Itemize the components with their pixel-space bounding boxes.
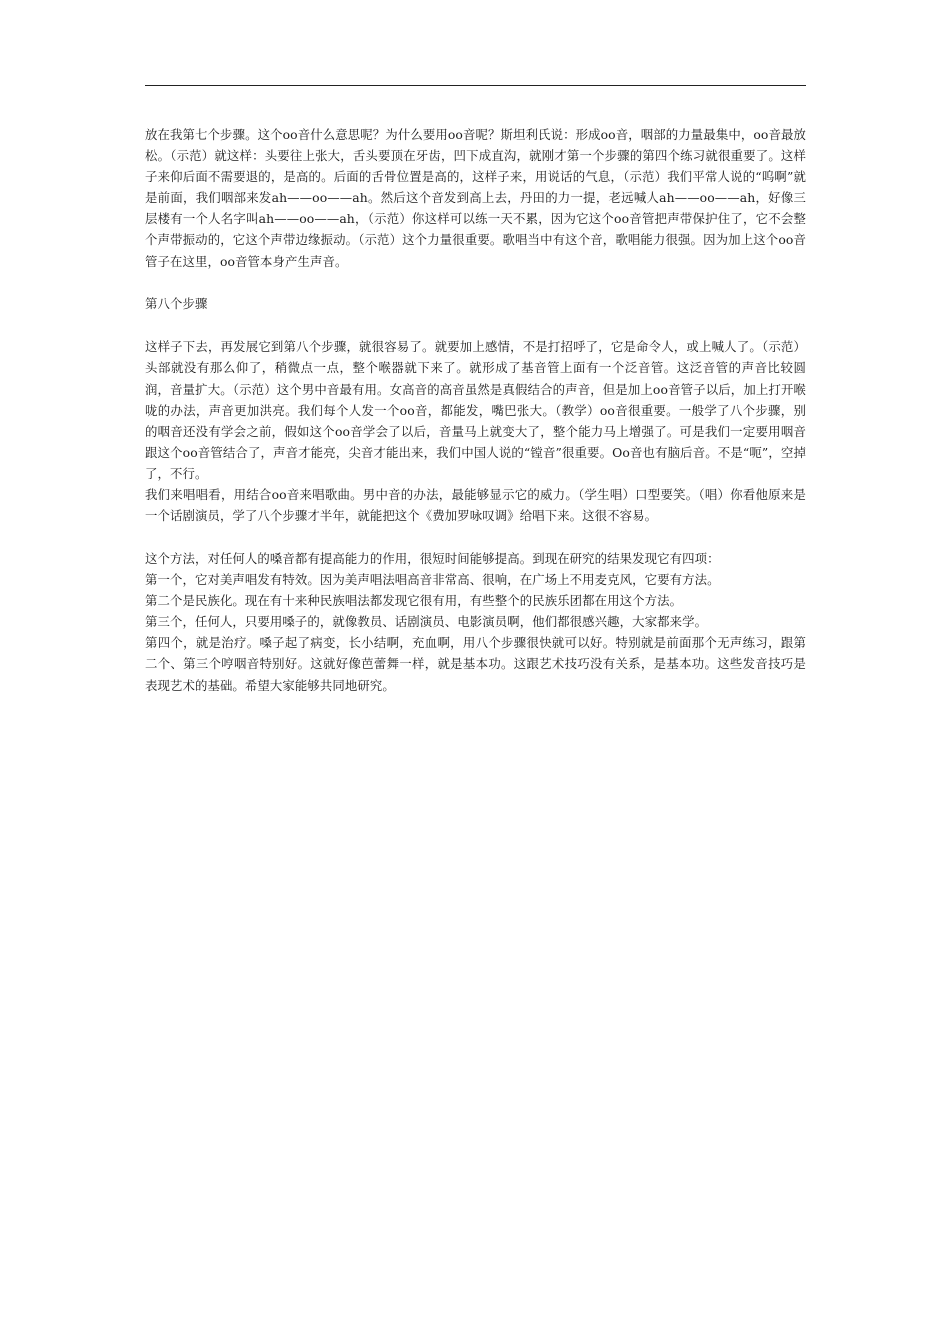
spacer bbox=[145, 526, 806, 548]
section-heading-step-eight: 第八个步骤 bbox=[145, 296, 208, 312]
list-item-first: 第一个，它对美声唱发有特效。因为美声唱法唱高音非常高、很响，在广场上不用麦克风，它要有方法。 bbox=[145, 572, 720, 588]
spacer bbox=[145, 315, 806, 337]
list-item-third: 第三个，任何人，只要用嗓子的，就像教员、话剧演员、电影演员啊，他们都很感兴趣，大家都来学。 bbox=[145, 614, 708, 630]
spacer bbox=[145, 272, 806, 294]
paragraph-singing: 我们来唱唱看，用结合oo音来唱歌曲。男中音的办法，最能够显示它的威力。（学生唱）口型要笑。（唱）你看他原来是一个话剧演员，学了八个步骤才半年，就能把这个《费加罗咏叹调》给唱下来。这很不容易。 bbox=[145, 487, 806, 524]
paragraph-step-seven: 放在我第七个步骤。这个oo音什么意思呢？为什么要用oo音呢？斯坦利氏说：形成oo音，咽部的力量最集中，oo音最放松。（示范）就这样：头要往上张大，舌头要顶在牙齿，凹下成直沟，就刚才第一个步骤的第四个练习就很重要了。这样子来仰后面不需要退的，是高的。后面的舌骨位置是高的，这样子来，用说话的气息，（示范）我们平常人说的“呜啊”就是前面，我们咽部来发ah——oo——ah。然后这个音发到高上去，丹田的力一提，老远喊人ah——oo——ah，好像三层楼有一个人名字叫ah——oo——ah，（示范）你这样可以练一天不累，因为它这个oo音管把声带保护住了，它不会整个声带振动的，它这个声带边缘振动。（示范）这个力量很重要。歌唱当中有这个音，歌唱能力很强。因为加上这个oo音管子在这里，oo音管本身产生声音。 bbox=[145, 127, 806, 269]
document-body bbox=[145, 124, 806, 696]
paragraph-method: 这个方法，对任何人的嗓音都有提高能力的作用，很短时间能够提高。到现在研究的结果发现它有四项： bbox=[145, 550, 720, 566]
paragraph-step-eight: 这样子下去，再发展它到第八个步骤，就很容易了。就要加上感情，不是打招呼了，它是命令人，或上喊人了。（示范）头部就没有那么仰了，稍微点一点，整个喉器就下来了。就形成了基音管上面有一个泛音管。这泛音管的声音比较圆润，音量扩大。（示范）这个男中音最有用。女高音的高音虽然是真假结合的声音，但是加上oo音管子以后，加上打开喉咙的办法，声音更加洪亮。我们每个人发一个oo音，都能发，嘴巴张大。（教学）oo音很重要。一般学了八个步骤，别的咽音还没有学会之前，假如这个oo音学会了以后，音量马上就变大了，整个能力马上增强了。可是我们一定要用咽音跟这个oo音管结合了，声音才能亮，尖音才能出来，我们中国人说的“镗音”很重要。Oo音也有脑后音。不是“呃”，空掉了，不行。 bbox=[145, 339, 806, 481]
list-item-second: 第二个是民族化。现在有十来种民族唱法都发现它很有用，有些整个的民族乐团都在用这个方法。 bbox=[145, 593, 683, 609]
header-rule bbox=[145, 85, 806, 86]
list-item-fourth: 第四个，就是治疗。嗓子起了病变，长小结啊，充血啊，用八个步骤很快就可以好。特别就是前面那个无声练习，跟第二个、第三个哼咽音特别好。这就好像芭蕾舞一样，就是基本功。这跟艺术技巧没有关系，是基本功。这些发音技巧是表现艺术的基础。希望大家能够共同地研究。 bbox=[145, 635, 806, 693]
